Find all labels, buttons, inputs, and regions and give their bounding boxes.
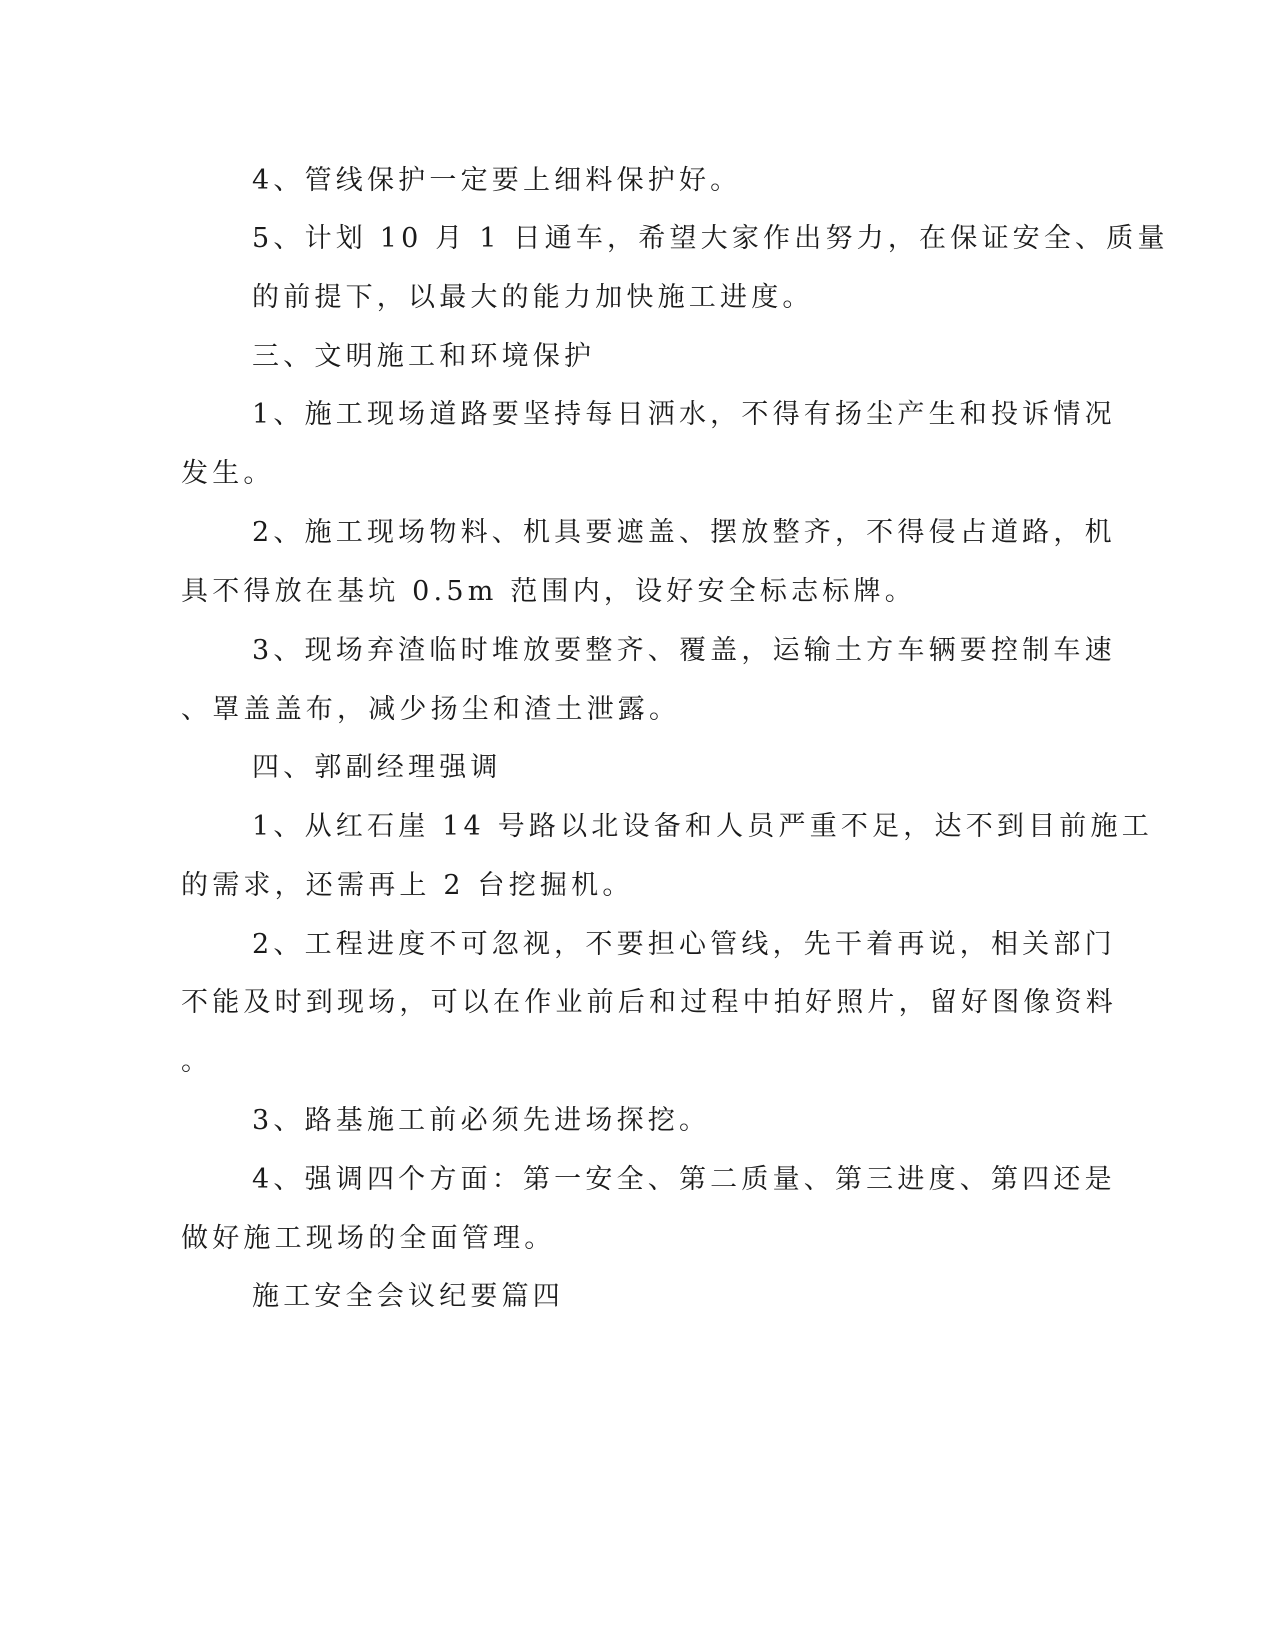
section-heading-deputy-manager: 四、郭副经理强调 bbox=[252, 752, 502, 783]
item-5-traffic-plan: 5、计划 10 月 1 日通车，希望大家作出努力，在保证安全、质量 bbox=[252, 223, 1169, 254]
env-item-3-spoil: 3、现场弃渣临时堆放要整齐、覆盖，运输土方车辆要控制车速 bbox=[252, 635, 1116, 666]
manager-item-2-end: 。 bbox=[181, 1046, 213, 1077]
manager-item-4-four-aspects: 4、强调四个方面：第一安全、第二质量、第三进度、第四还是 bbox=[252, 1164, 1116, 1195]
env-item-2-materials: 2、施工现场物料、机具要遮盖、摆放整齐，不得侵占道路，机 bbox=[252, 517, 1116, 548]
manager-item-2-progress: 2、工程进度不可忽视，不要担心管线，先干着再说，相关部门 bbox=[252, 929, 1116, 960]
env-item-2-cont: 具不得放在基坑 0.5m 范围内，设好安全标志标牌。 bbox=[181, 576, 916, 607]
section-heading-civilized-construction: 三、文明施工和环境保护 bbox=[252, 341, 596, 372]
item-4-pipeline-protection: 4、管线保护一定要上细料保护好。 bbox=[252, 165, 742, 196]
manager-item-3-subgrade: 3、路基施工前必须先进场探挖。 bbox=[252, 1105, 711, 1136]
manager-item-1-equipment: 1、从红石崖 14 号路以北设备和人员严重不足，达不到目前施工 bbox=[252, 811, 1153, 842]
manager-item-4-cont: 做好施工现场的全面管理。 bbox=[181, 1223, 556, 1254]
env-item-3-cont: 、罩盖盖布，减少扬尘和渣土泄露。 bbox=[181, 694, 681, 725]
manager-item-2-cont: 不能及时到现场，可以在作业前后和过程中拍好照片，留好图像资料 bbox=[181, 987, 1117, 1018]
env-item-1-road-watering: 1、施工现场道路要坚持每日洒水，不得有扬尘产生和投诉情况 bbox=[252, 399, 1116, 430]
manager-item-1-cont: 的需求，还需再上 2 台挖掘机。 bbox=[181, 870, 634, 901]
item-5-traffic-plan-cont: 的前提下，以最大的能力加快施工进度。 bbox=[252, 282, 814, 313]
env-item-1-cont: 发生。 bbox=[181, 458, 275, 489]
chapter-heading-part-four: 施工安全会议纪要篇四 bbox=[252, 1281, 564, 1312]
